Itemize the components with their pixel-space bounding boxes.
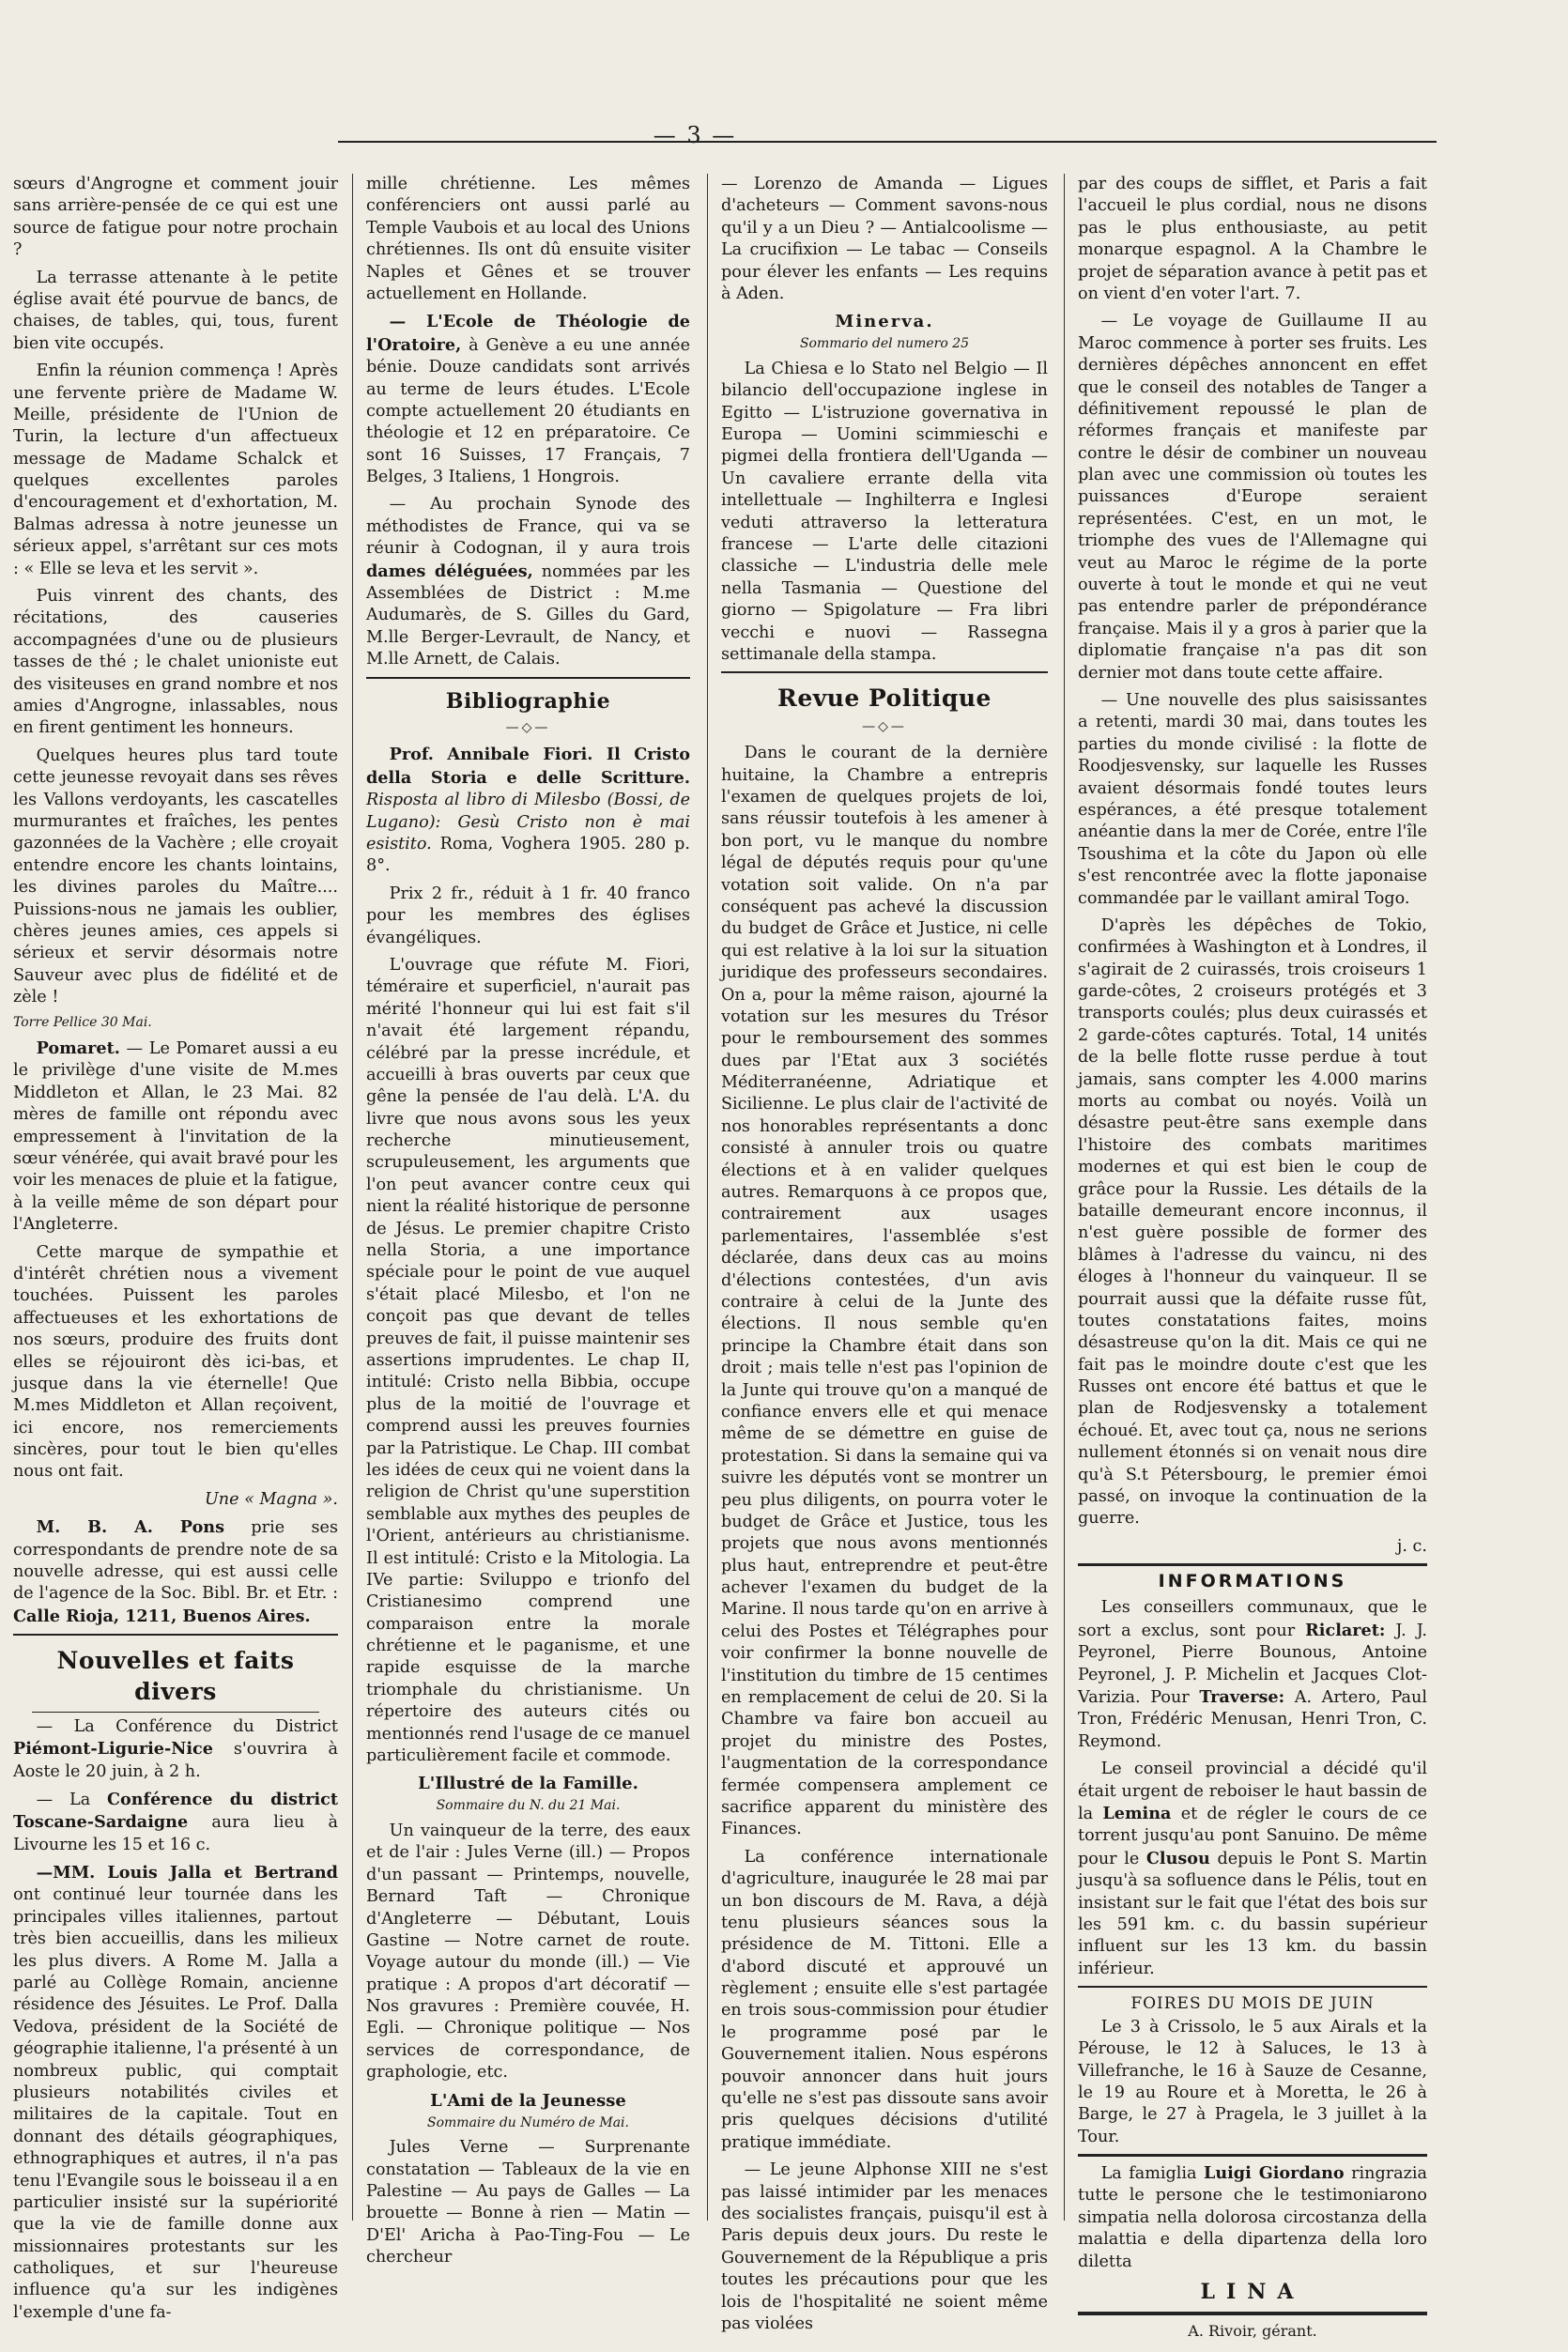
info-text: Le conseil provincial a décidé qu'il était urgent de reboiser le haut bassin de la bbox=[1078, 1760, 1427, 1823]
news-bold: — L'Ecole de Théologie de l'Oratoire, bbox=[366, 312, 690, 355]
review-title: L'Ami de la Jeunesse bbox=[430, 2090, 626, 2111]
review-title: L'Illustré de la Famille. bbox=[418, 1774, 638, 1794]
signature: Une « Magna ». bbox=[204, 1489, 338, 1509]
paragraph-pons bbox=[13, 1516, 338, 1628]
section-rule bbox=[1078, 2312, 1427, 2315]
section-rule bbox=[1078, 2154, 1427, 2157]
info-bold: Clusou bbox=[1145, 1848, 1210, 1868]
section-rule bbox=[366, 677, 690, 679]
paragraph: Un vainqueur de la terre, des eaux et de l'air : Jules Verne (ill.) — Propos d'un passant — Printemps, nouvelle, Bernard Taft — Chronique d'Angleterre — Débutant, Louis Gastine — Notre carnet de route. Voyage autour du monde (ill.) — Vie pratique : A propos d'art décoratif — Nos gravures : Première couvée, H. Egli. — Chronique politique — Nos services de correspondance, de graphologie, etc. bbox=[366, 1821, 690, 2083]
news-text: — La Conférence du District bbox=[36, 1716, 338, 1736]
news-bold: Conférence du district Toscane-Sardaigne bbox=[13, 1789, 338, 1833]
paragraph: — Lorenzo de Amanda — Ligues d'acheteurs — Comment savons-nous qu'il y a un Dieu ? — Antialcoolisme — La crucifixion — Le tabac — Conseils pour élever les enfants — Les requins à Aden. bbox=[721, 175, 1048, 303]
place-label: Pomaret. bbox=[36, 1038, 120, 1059]
news-text: — La bbox=[36, 1790, 91, 1809]
column-1 bbox=[0, 174, 338, 2329]
news-bold: Piémont-Ligurie-Nice bbox=[13, 1739, 213, 1760]
paragraph: Enfin la réunion commença ! Après une fervente prière de Madame W. Meille, présidente de l'Union de Turin, la lecture d'un affectueux message de Madame Schalck et quelques excellentes paroles d'encouragement et d'exhortation, M. Balmas adressa à notre jeunesse un sérieux appel, s'arrêtant sur ces mots : « Elle se leva et les servit ». bbox=[13, 361, 338, 578]
column-3 bbox=[721, 174, 1048, 2341]
section-rule bbox=[1078, 1986, 1427, 1988]
paragraph: — Le jeune Alphonse XIII ne s'est pas laissé intimider par les menaces des socialistes français, puisqu'il est à Paris depuis deux jours. Du reste le Gouvernement de la République a pris toutes les précautions pour que les lois de l'hospitalité ne soient même pas violées bbox=[721, 2160, 1048, 2333]
paragraph-synode bbox=[366, 494, 690, 670]
paragraph: Puis vinrent des chants, des récitations, des causeries accompagnées d'une ou de plusieurs tasses de thé ; le chalet unioniste eut des visiteuses en grand nombre et nos amies d'Angrogne, inlassables, nous en firent gentiment les honneurs. bbox=[13, 587, 338, 738]
info-text: depuis le Pont S. Martin jusqu'à sa sofluence dans le Pélis, tout en insistant sur le fait que l'état des bois sur les 591 km. c. du bassin supérieur influent sur les 13 km. du bassin inférieur. bbox=[1078, 1849, 1428, 1978]
paragraph: par des coups de sifflet, et Paris a fait l'accueil le plus cordial, nous ne disons pas le plus enthousiaste, au petit monarque espagnol. A la Chambre le projet de séparation avance à petit pas et on vient d'en voter l'art. 7. bbox=[1078, 175, 1427, 303]
info-bold: Riclaret: bbox=[1305, 1620, 1386, 1640]
paragraph: Jules Verne — Surprenante constatation — Tableaux de la vie en Palestine — Au pays de Galles — La brouette — Bonne à rien — Matin — D'El' Aricha à Pao-Ting-Fou — Le chercheur bbox=[366, 2138, 690, 2267]
paragraph: Le 3 à Crissolo, le 5 aux Airals et la Pérouse, le 12 à Saluces, le 13 à Villefranche, le 16 à Sauze de Cesanne, le 19 au Roure et à Moretta, le 26 à Barge, le 27 à Pragela, le 3 juillet à la Tour. bbox=[1078, 2017, 1427, 2146]
paragraph: — Une nouvelle des plus saisissantes a retenti, mardi 30 mai, dans toutes les parties du monde civilisé : la flotte de Roodjesvensky, sur laquelle les Russes avaient désormais fondé toutes leurs espérances, a été presque totalement anéantie dans la mer de Corée, entre l'île Tsoushima et la côte du Japon où elle s'est rencontrée avec la flotte japonaise commandée par le vaillant amiral Togo. bbox=[1078, 690, 1427, 908]
notice-text: La famiglia bbox=[1100, 2164, 1197, 2184]
info-text: J. J. Peyronel, Pierre Bounous, Antoine Peyronel, J. P. Michelin et Jacques Clot-Varizia. Pour bbox=[1078, 1621, 1428, 1708]
column-rule-3 bbox=[1064, 174, 1065, 2221]
info-text: A. Artero, Paul Tron, Frédéric Menusan, Henri Tron, C. Reymond. bbox=[1078, 1688, 1428, 1751]
address: Calle Rioja, 1211, Buenos Aires. bbox=[13, 1606, 311, 1626]
section-rule bbox=[13, 1634, 338, 1636]
news-bold: —MM. Louis Jalla et Bertrand bbox=[36, 1863, 338, 1883]
dateline: Torre Pellice 30 Mai. bbox=[13, 1015, 152, 1031]
news-text: ont continué leur tournée dans les principales villes italiennes, partout très bien accueillis, dans les milieux les plus divers. A Rome M. Jalla a parlé au Collège Romain, ancienne résidence des Jésuites. Le Prof. Dalla Vedova, président de la Société de géographie italienne, l'a présenté à un nombreux public, qui comptait plusieurs notabilités civiles et militaires de la capitale. Tout en donnant des détails géographiques, ethnographiques et autres, il n'a pas tenu l'Evangile sous le boisseau il a en particulier insisté sur la supériorité que la vie de famille donne aux missionnaires protestants sur les catholiques, et sur l'heureuse influence qu'a sur les indigènes l'exemple d'une fa- bbox=[13, 1885, 338, 2322]
section-heading: Bibliographie bbox=[445, 688, 611, 714]
section-heading: FOIRES DU MOIS DE JUIN bbox=[1130, 1994, 1375, 2014]
column-4 bbox=[1078, 174, 1427, 2342]
review-subtitle: Sommaire du N. du 21 Mai. bbox=[436, 1798, 621, 1814]
ornament: —◇— bbox=[862, 718, 907, 734]
news-item bbox=[13, 1862, 338, 2324]
notice-text: ringrazia tutte le persone che le testimoniarono simpatia nella dolorosa circostanza della malattia e della dipartenza della loro diletta bbox=[1078, 2164, 1428, 2271]
paragraph: La conférence internationale d'agriculture, inaugurée le 28 mai par un bon discours de M. Rava, a déjà tenu plusieurs séances sous la présidence de M. Tittoni. Elle a d'abord discuté et approuvé un règlement ; ensuite elle s'est partagée en trois sous-commission pour étudier le programme posé par le Gouvernement italien. Nous espérons pouvoir annoncer dans huit jours qu'elle ne s'est pas dissoute sans avoir pris quelques décisions d'utilité pratique immédiate. bbox=[721, 1847, 1048, 2152]
paragraph: Dans le courant de la dernière huitaine, la Chambre a entrepris l'examen de quelques projets de loi, sans réussir toutefois à les amener à bon port, vu le manque du nombre légal de députés requis pour qu'une votation soit valide. On n'a par conséquent pas achevé la discussion du budget de Grâce et Justice, ni celle qui est relative à la loi sur la situation juridique des professeurs secondaires. On a, pour la même raison, ajourné la votation sur les mesures du Trésor pour le remboursement des sommes dues par l'Etat aux 3 sociétés Méditerranéenne, Adriatique et Sicilienne. Le plus clair de l'activité de nos honorables représentants a donc consisté à annuler trois ou quatre élections et à en valider quelques autres. Remarquons à ce propos que, contrairement aux usages parlementaires, l'assemblée s'est déclarée, dans deux cas au moins d'élections contestées, d'un avis contraire à celui de la Junte des élections. Il nous semble qu'en principe la Chambre était dans son droit ; mais telle n'est pas l'opinion de la Junte qui trouve qu'on a manqué de confiance envers elle et qui menace même de se démettre en guise de protestation. Si dans la semaine qui va suivre les députés vont se montrer un peu plus diligents, on pourra voter le budget de Grâce et Justice, tous les projets que nous avons mentionnés plus haut, entreprendre et peut-être achever l'examen du budget de la Marine. Il nous tarde qu'on en arrive à celui des Postes et Télégraphes pour voir confirmer la bonne nouvelle de l'institution du timbre de 15 centimes en remplacement de celui de 20. Si la Chambre va faire bon accueil au projet du ministre des Postes, l'augmentation de la correspondance fermée compensera amplement ce sacrifice apparent du ministère des Finances. bbox=[721, 744, 1048, 1839]
paragraph: L'ouvrage que réfute M. Fiori, téméraire et superficiel, n'aurait pas mérité l'honneur qui lui est fait s'il n'avait été largement répandu, célébré par la presse incrédule, et accueilli à bras ouverts par ceux que gêne la pensée de l'au delà. L'A. du livre que nous avons sous les yeux recherche minutieusement, scrupuleusement, les arguments que l'on peut avancer contre ceux qui nient la réalité historique de personne de Jésus. Le premier chapitre Cristo nella Storia, a une importance spéciale pour le point de vue auquel s'était placé Milesbo, et l'on ne conçoit pas que devant de telles preuves de fait, il puisse maintenir ses assertions imprudentes. Le chap II, intitulé: Cristo nella Bibbia, occupe plus de la moitié de l'ouvrage et comprend aussi les preuves fournies par la Patristique. Le Chap. III combat les idées de ceux qui ne voient dans la religion de Christ qu'une superstition semblable aux mythes des peuples de l'Orient, antérieurs au christianisme. Il est intitulé: Cristo e la Mitologia. La IVe partie: Sviluppo e trionfo del Cristianesimo comprend une comparaison entre la morale chrétienne et le paganisme, et une rapide esquisse de la marche triomphale du christianisme. Un répertoire des auteurs cités ou mentionnés rend l'usage de ce manuel particulièrement facile et commode. bbox=[366, 955, 690, 1766]
column-rule-1 bbox=[352, 174, 353, 2221]
section-heading: INFORMATIONS bbox=[1078, 1563, 1427, 1593]
book-publisher: Roma, Voghera 1905. 280 p. 8°. bbox=[366, 835, 690, 876]
news-item bbox=[13, 1716, 338, 1783]
news-text: aura lieu à Livourne les 15 et 16 c. bbox=[13, 1813, 338, 1854]
info-text: Les conseillers communaux, que le sort a exclus, sont pour bbox=[1078, 1598, 1427, 1640]
ornament: —◇— bbox=[505, 719, 551, 735]
info-item bbox=[1078, 1597, 1427, 1753]
info-text: et de régler le cours de ce torrent jusqu'au pont Sanuino. De même pour le bbox=[1078, 1805, 1428, 1868]
paragraph: — Le voyage de Guillaume II au Maroc commence à porter ses fruits. Les dernières dépêches annoncent en effet que le conseil des notables de Tanger a définitivement repoussé le plan de réformes français et manifeste par contre le désir de combiner un nouveau plan avec une commission où toutes les puissances d'Europe seraient représentées. C'est, en un mot, le triomphe des vues de l'Allemagne qui veut au Maroc le régime de la porte ouverte à tout le monde et qui ne veut pas entendre parler de prépondérance française. Mais il y a gros à parier que la diplomatie française n'a pas dit son dernier mot dans toute cette affaire. bbox=[1078, 312, 1427, 683]
signature: j. c. bbox=[1396, 1536, 1427, 1556]
paragraph: La terrasse attenante à le petite église avait été pourvue de bancs, de chaises, de tables, qui, tous, furent bien vite occupés. bbox=[13, 268, 338, 353]
paragraph-text: prie ses correspondants de prendre note de sa nouvelle adresse, qui est aussi celle de l'agence de la Soc. Bibl. Br. et Etr. : bbox=[13, 1518, 338, 1604]
news-text: s'ouvrira à Aoste le 20 juin, à 2 h. bbox=[13, 1740, 339, 1781]
paragraph: D'après les dépêches de Tokio, confirmées à Washington et à Londres, il s'agirait de 2 cuirassés, trois croiseurs 1 garde-côtes, 2 croiseurs protégés et 3 transports coulés; plus deux cuirassés et 2 garde-côtes capturés. Total, 14 unités de la belle flotte russe perdue à tout jamais, sans compter les 4.000 marins morts au combat ou noyés. Voilà un désastre peut-être sans exemple dans l'histoire des combats maritimes modernes et qui est bien le coup de grâce pour la Russie. Les détails de la bataille demeurant encore inconnus, il n'est guère possible de former des blâmes à l'adresse du vaincu, ni des éloges à l'honneur du vainqueur. Il se pourrait aussi que la défaite russe fût, toutes constatations faites, moins désastreuse qu'on la dit. Mais ce qui ne fait pas le moindre doute c'est que les Russes ont encore été battus et que le plan de Rodjesvensky a totalement échoué. Et, avec tout ça, nous ne serions nullement étonnés si on venait nous dire qu'à S.t Pétersbourg, le premier émoi passé, on invoque la continuation de la guerre. bbox=[1078, 915, 1427, 1529]
paragraph: sœurs d'Angrogne et comment jouir sans arrière-pensée de ce qui est une source de fatigue pour notre prochain ? bbox=[13, 175, 338, 260]
paragraph-text: — Le Pomaret aussi a eu le privilège d'une visite de M.mes Middleton et Allan, le 23 Mai. 82 mères de famille ont répondu avec empressement à l'invitation de la sœur vénérée, qui avait bravé pour les voir les menaces de pluie et la fatigue, à la veille même de son départ pour l'Angleterre. bbox=[13, 1039, 338, 1235]
paragraph: mille chrétienne. Les mêmes conférenciers ont aussi parlé au Temple Vaubois et au local des Unions chrétiennes. Ils ont dû ensuite visiter Naples et Gênes et se trouver actuellement en Hollande. bbox=[366, 175, 690, 303]
section-heading: Nouvelles et faits divers bbox=[56, 1647, 295, 1706]
notice-name: LINA bbox=[1200, 2280, 1305, 2305]
notice bbox=[1078, 2162, 1427, 2273]
news-text: à Genève a eu une année bénie. Douze candidats sont arrivés au terme de leurs études. L'Ecole compte actuellement 20 étudiants en théologie et 12 en préparatoire. Ce sont 16 Suisses, 17 Français, 7 Belges, 3 Italiens, 1 Hongrois. bbox=[366, 335, 691, 487]
review-subtitle: Sommaire du Numéro de Mai. bbox=[427, 2114, 629, 2130]
news-bold: dames déléguées, bbox=[366, 561, 533, 581]
notice-bold: Luigi Giordano bbox=[1203, 2163, 1345, 2184]
gerant-signature: A. Rivoir, gérant. bbox=[1188, 2322, 1317, 2341]
book-title: Prof. Annibale Fiori. Il Cristo della Storia e delle Scritture. bbox=[366, 745, 690, 788]
news-text: — Au prochain Synode des méthodistes de France, qui va se réunir à Codognan, il y aura trois bbox=[366, 495, 690, 559]
paragraph: Cette marque de sympathie et d'intérêt chrétien nous a vivement touchées. Puissent les paroles affectueuses et les exhortations de nos sœurs, produire des fruits dont elles se réjouiront dès ici-bas, et jusque dans la vie éternelle! Que M.mes Middleton et Allan reçoivent, ici encore, nos remerciements sincères, pour tout le bien qu'elles nous ont fait. bbox=[13, 1242, 338, 1482]
paragraph-ecole bbox=[366, 311, 690, 488]
paragraph-pomaret bbox=[13, 1038, 338, 1237]
column-2 bbox=[366, 174, 690, 2275]
page-number: — 3 — bbox=[653, 122, 737, 148]
book-subtitle: Risposta al libro di Milesbo (Bossi, de Lugano): Gesù Cristo non è mai esistito. bbox=[366, 791, 690, 854]
paragraph: La Chiesa e lo Stato nel Belgio — Il bilancio dell'occupazione inglese in Egitto — L'istruzione governativa in Europa — Uomini scimmieschi e pigmei della frontiera dell'Uganda — Un cavaliere errante della vita intellettuale — Inghilterra e Inglesi veduti attraverso la letteratura francese — L'arte delle citazioni classiche — L'industria delle mele nella Tasmania — Questione del giorno — Spigolature — Fra libri vecchi e nuovi — Rassegna settimanale della stampa. bbox=[721, 359, 1048, 664]
paragraph: Prix 2 fr., réduit à 1 fr. 40 franco pour les membres des églises évangéliques. bbox=[366, 884, 690, 947]
review-title: Minerva. bbox=[835, 312, 934, 332]
news-item bbox=[13, 1789, 338, 1856]
section-heading: Revue Politique bbox=[777, 684, 992, 713]
book-entry bbox=[366, 744, 690, 877]
column-rule-2 bbox=[707, 174, 708, 2221]
review-subtitle: Sommario del numero 25 bbox=[799, 336, 970, 352]
heading-underline bbox=[32, 1712, 319, 1713]
top-rule bbox=[338, 141, 1437, 143]
info-bold: Traverse: bbox=[1199, 1687, 1285, 1708]
news-text: nommées par les Assemblées de District : M.me Audumarès, de S. Gilles du Gard, M.lle Berger-Levrault, de Nancy, et M.lle Arnett, de Calais. bbox=[366, 561, 690, 669]
paragraph: Quelques heures plus tard toute cette jeunesse revoyait dans ses rêves les Vallons verdoyants, les cascatelles murmurantes et fraîches, les pentes gazonnées de la Vachère ; elle croyait entendre encore les chants lointains, les divines paroles du Maître.... Puissions-nous ne jamais les oublier, chères jeunes amies, ces appels si sérieux et servir désormais notre Sauveur avec plus de fidélité et de zèle ! bbox=[13, 746, 338, 1007]
info-bold: Lemina bbox=[1102, 1804, 1172, 1823]
section-rule bbox=[721, 671, 1048, 673]
info-item bbox=[1078, 1759, 1427, 1980]
person-name: M. B. A. Pons bbox=[36, 1517, 224, 1538]
